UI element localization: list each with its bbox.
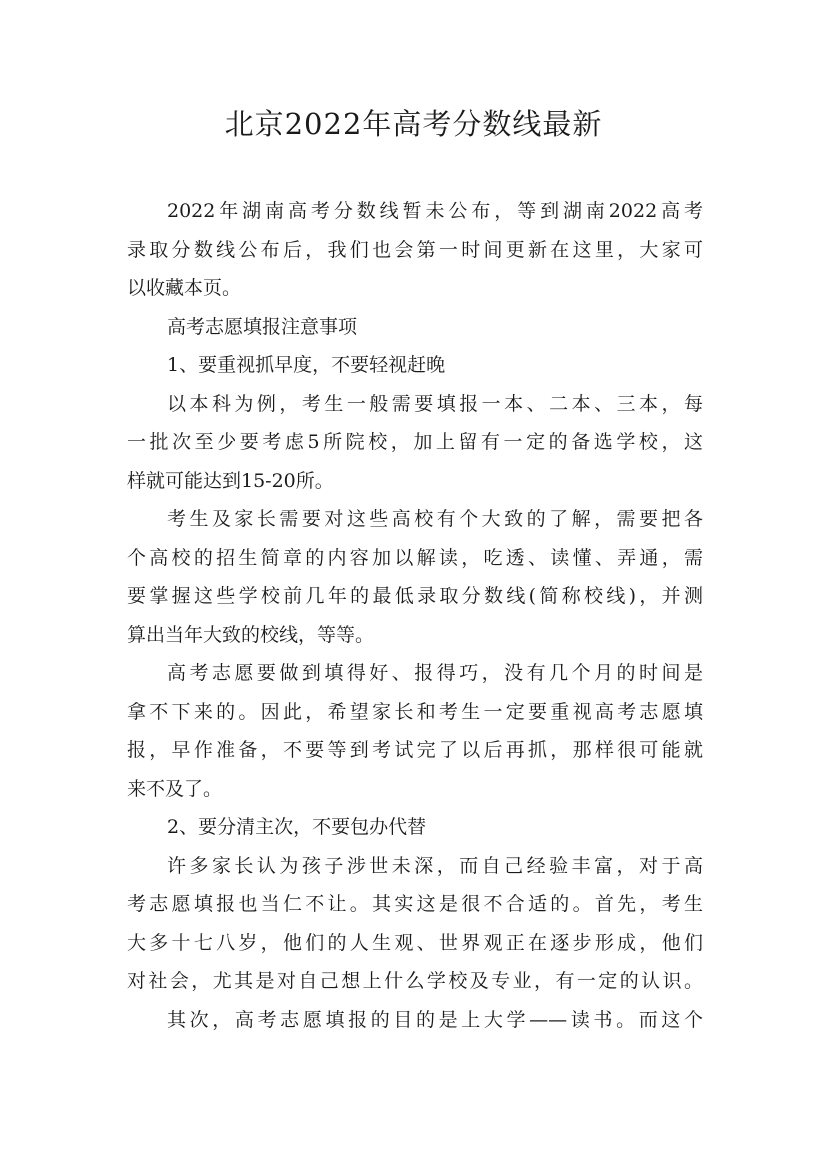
text-line: 要掌握这些学校前几年的最低录取分数线(简称校线)，并测: [127, 585, 703, 607]
text-line: 报，早作准备，不要等到考试完了以后再抓，那样很可能就: [127, 739, 703, 761]
text-line: 2、要分清主次，不要包办代替: [167, 816, 427, 838]
text-line: 高考志愿要做到填得好、报得巧，没有几个月的时间是: [167, 662, 703, 684]
text-line: 考志愿填报也当仁不让。其实这是很不合适的。首先，考生: [127, 893, 703, 915]
document-body: [127, 192, 703, 1039]
text-line: 高考志愿填报注意事项: [167, 315, 358, 338]
text-line: 大多十七八岁，他们的人生观、世界观正在逐步形成，他们: [127, 931, 703, 954]
text-line: 一批次至少要考虑5所院校，加上留有一定的备选学校，这: [127, 431, 703, 453]
text-line: 样就可能达到15-20所。: [127, 469, 334, 492]
text-line: 许多家长认为孩子涉世未深，而自己经验丰富，对于高: [167, 854, 703, 877]
text-line: 拿不下来的。因此，希望家长和考生一定要重视高考志愿填: [127, 700, 703, 723]
text-line: 对社会，尤其是对自己想上什么学校及专业，有一定的认识。: [127, 970, 703, 992]
text-line: 2022年湖南高考分数线暂未公布，等到湖南2022高考: [167, 200, 703, 222]
text-line: 以收藏本页。: [127, 277, 242, 299]
text-line: 个高校的招生简章的内容加以解读，吃透、读懂、弄通，需: [127, 546, 703, 569]
text-line: 1、要重视抓早度，不要轻视赶晚: [167, 354, 446, 376]
text-line: 来不及了。: [127, 777, 223, 800]
document-title: 北京2022年高考分数线最新: [224, 107, 603, 141]
text-line: 录取分数线公布后，我们也会第一时间更新在这里，大家可: [127, 238, 703, 261]
text-line: 算出当年大致的校线，等等。: [127, 623, 375, 646]
text-line: 以本科为例，考生一般需要填报一本、二本、三本，每: [167, 392, 703, 415]
text-line: 其次，高考志愿填报的目的是上大学——读书。而这个: [167, 1008, 703, 1031]
text-line: 考生及家长需要对这些高校有个大致的了解，需要把各: [167, 508, 703, 530]
